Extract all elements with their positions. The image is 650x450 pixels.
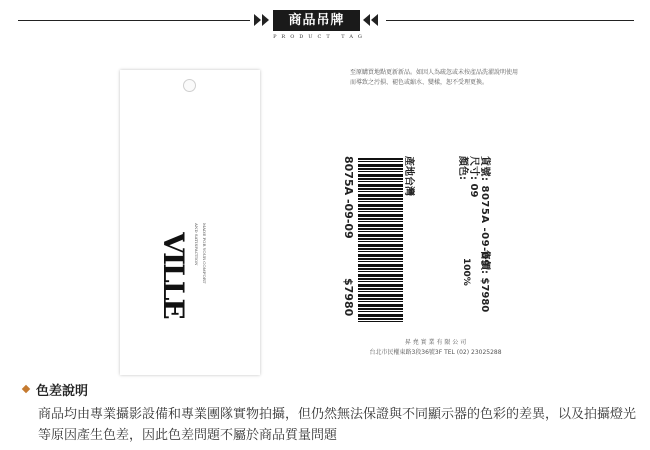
- brand-logo: VILLE: [157, 232, 190, 318]
- header-line-left: [18, 20, 250, 21]
- origin-label: 產地台灣: [403, 156, 414, 196]
- price-label: 售價: $7980: [479, 250, 490, 313]
- barcode-code: 8075A -09-09: [342, 156, 355, 239]
- section-subtitle: PRODUCT TAG: [273, 34, 367, 40]
- chevron-right-icon: [254, 14, 261, 26]
- section-title: 商品吊牌: [273, 10, 360, 31]
- company-name: 昇 堯 實 業 有 限 公 司: [404, 339, 467, 346]
- brand-tagline: MADE FOR YOUR COMFORT AND SATISFACTION: [194, 223, 207, 284]
- barcode-price: $7980: [342, 278, 355, 317]
- size-label: 尺寸: 09: [468, 156, 479, 198]
- chevron-right-icon: [262, 14, 269, 26]
- diamond-bullet-icon: [22, 385, 30, 393]
- company-address: 台北市民權東路3段36號3F TEL (02) 23025288: [369, 349, 502, 356]
- product-tag-back: [336, 58, 526, 378]
- color-label: 顏色:: [457, 156, 468, 180]
- chevron-left-icon: [363, 14, 370, 26]
- barcode: [358, 158, 403, 323]
- chevron-left-icon: [371, 14, 378, 26]
- color-note-body: 商品均由專業攝影設備和專業團隊實物拍攝，但仍然無法保證與不同顯示器的色彩的差異，以及拍攝燈光等原因產生色差，因此色差問題不屬於商品質量問題: [38, 407, 637, 443]
- tag-hole: [183, 79, 196, 92]
- style-number: 貨號: 8075A -09-09: [479, 156, 490, 267]
- product-tag-front: [120, 70, 260, 375]
- company-info: [348, 338, 523, 358]
- header-line-right: [386, 20, 634, 21]
- color-note-title: 色差說明: [36, 384, 89, 399]
- care-notice: 至原購買地點更新新品。如因人為疏忽或未按產品洗濯說明使用而導致之污損、褪色或縮水、變樣，恕不受理更換。: [350, 69, 519, 86]
- composition-label: 100%: [461, 258, 471, 286]
